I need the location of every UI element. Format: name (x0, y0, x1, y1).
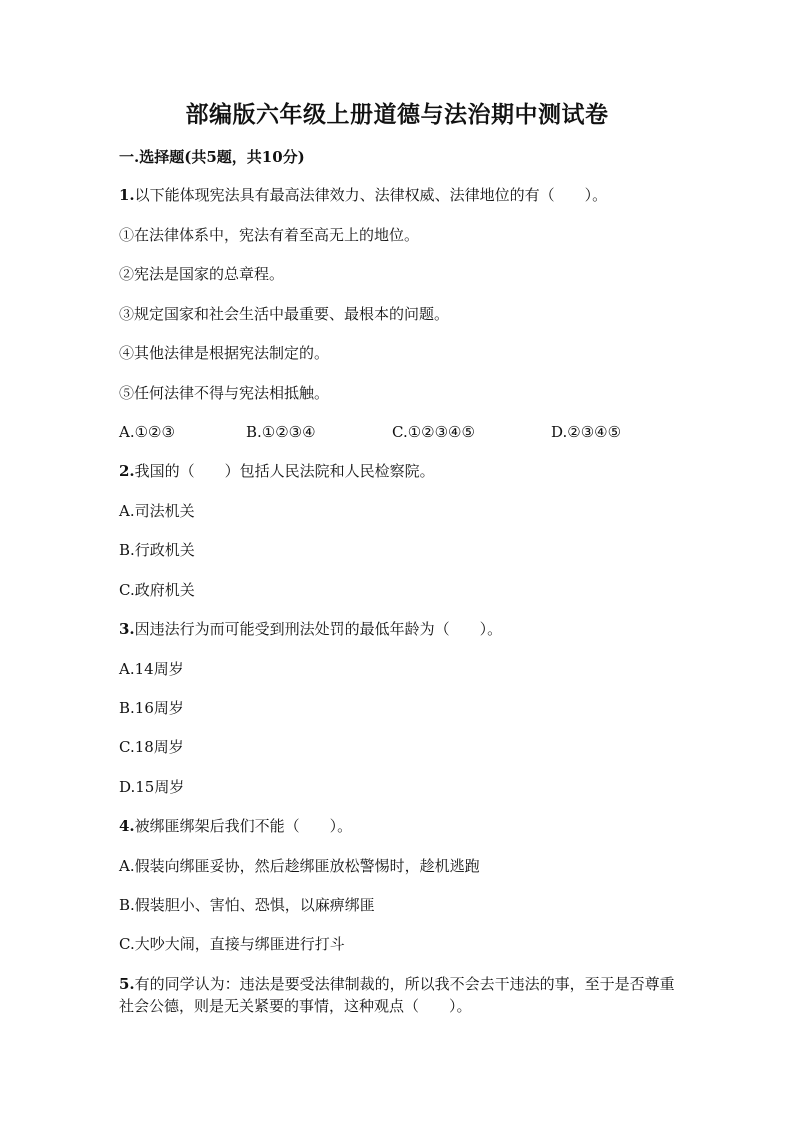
question-5 (119, 973, 679, 1017)
option-a: A.14周岁 (119, 660, 184, 678)
option-a: A.①②③ (119, 423, 175, 441)
question-number: 1. (119, 186, 135, 204)
question-number: 4. (119, 817, 135, 835)
option-c: C.①②③④⑤ (392, 423, 475, 441)
option-a: A.司法机关 (119, 502, 195, 520)
question-stem: 因违法行为而可能受到刑法处罚的最低年龄为（ ）。 (134, 620, 503, 638)
statement-item: ④其他法律是根据宪法制定的。 (119, 344, 330, 362)
question-1 (119, 185, 607, 205)
statement-item: ②宪法是国家的总章程。 (119, 265, 285, 283)
option-b: B.假装胆小、害怕、恐惧，以麻痹绑匪 (119, 896, 375, 914)
question-stem: 被绑匪绑架后我们不能（ ）。 (134, 817, 353, 835)
question-2 (119, 461, 435, 481)
option-d: D.15周岁 (119, 778, 185, 796)
statement-item: ⑤任何法律不得与宪法相抵触。 (119, 384, 330, 402)
section-heading: 一.选择题(共5题，共10分) (119, 148, 305, 166)
page-title: 部编版六年级上册道德与法治期中测试卷 (185, 101, 609, 128)
question-3 (119, 619, 502, 639)
question-stem: 有的同学认为：违法是要受法律制裁的，所以我不会去干违法的事，至于是否尊重社会公德，则是无关紧要的事情，这种观点（ ）。 (119, 975, 675, 1015)
option-b: B.①②③④ (246, 423, 316, 441)
question-stem: 以下能体现宪法具有最高法律效力、法律权威、法律地位的有（ ）。 (134, 186, 608, 204)
question-number: 3. (119, 620, 135, 638)
option-a: A.假装向绑匪妥协，然后趁绑匪放松警惕时，趁机逃跑 (119, 857, 480, 875)
statement-item: ③规定国家和社会生活中最重要、最根本的问题。 (119, 305, 450, 323)
option-c: C.18周岁 (119, 738, 184, 756)
option-c: C.政府机关 (119, 581, 195, 599)
option-b: B.行政机关 (119, 541, 195, 559)
question-number: 5. (119, 975, 135, 993)
question-stem: 我国的（ ）包括人民法院和人民检察院。 (134, 462, 435, 480)
question-number: 2. (119, 462, 135, 480)
option-d: D.②③④⑤ (551, 423, 622, 441)
question-4 (119, 816, 352, 836)
option-c: C.大吵大闹，直接与绑匪进行打斗 (119, 935, 345, 953)
statement-item: ①在法律体系中，宪法有着至高无上的地位。 (119, 226, 420, 244)
option-b: B.16周岁 (119, 699, 184, 717)
